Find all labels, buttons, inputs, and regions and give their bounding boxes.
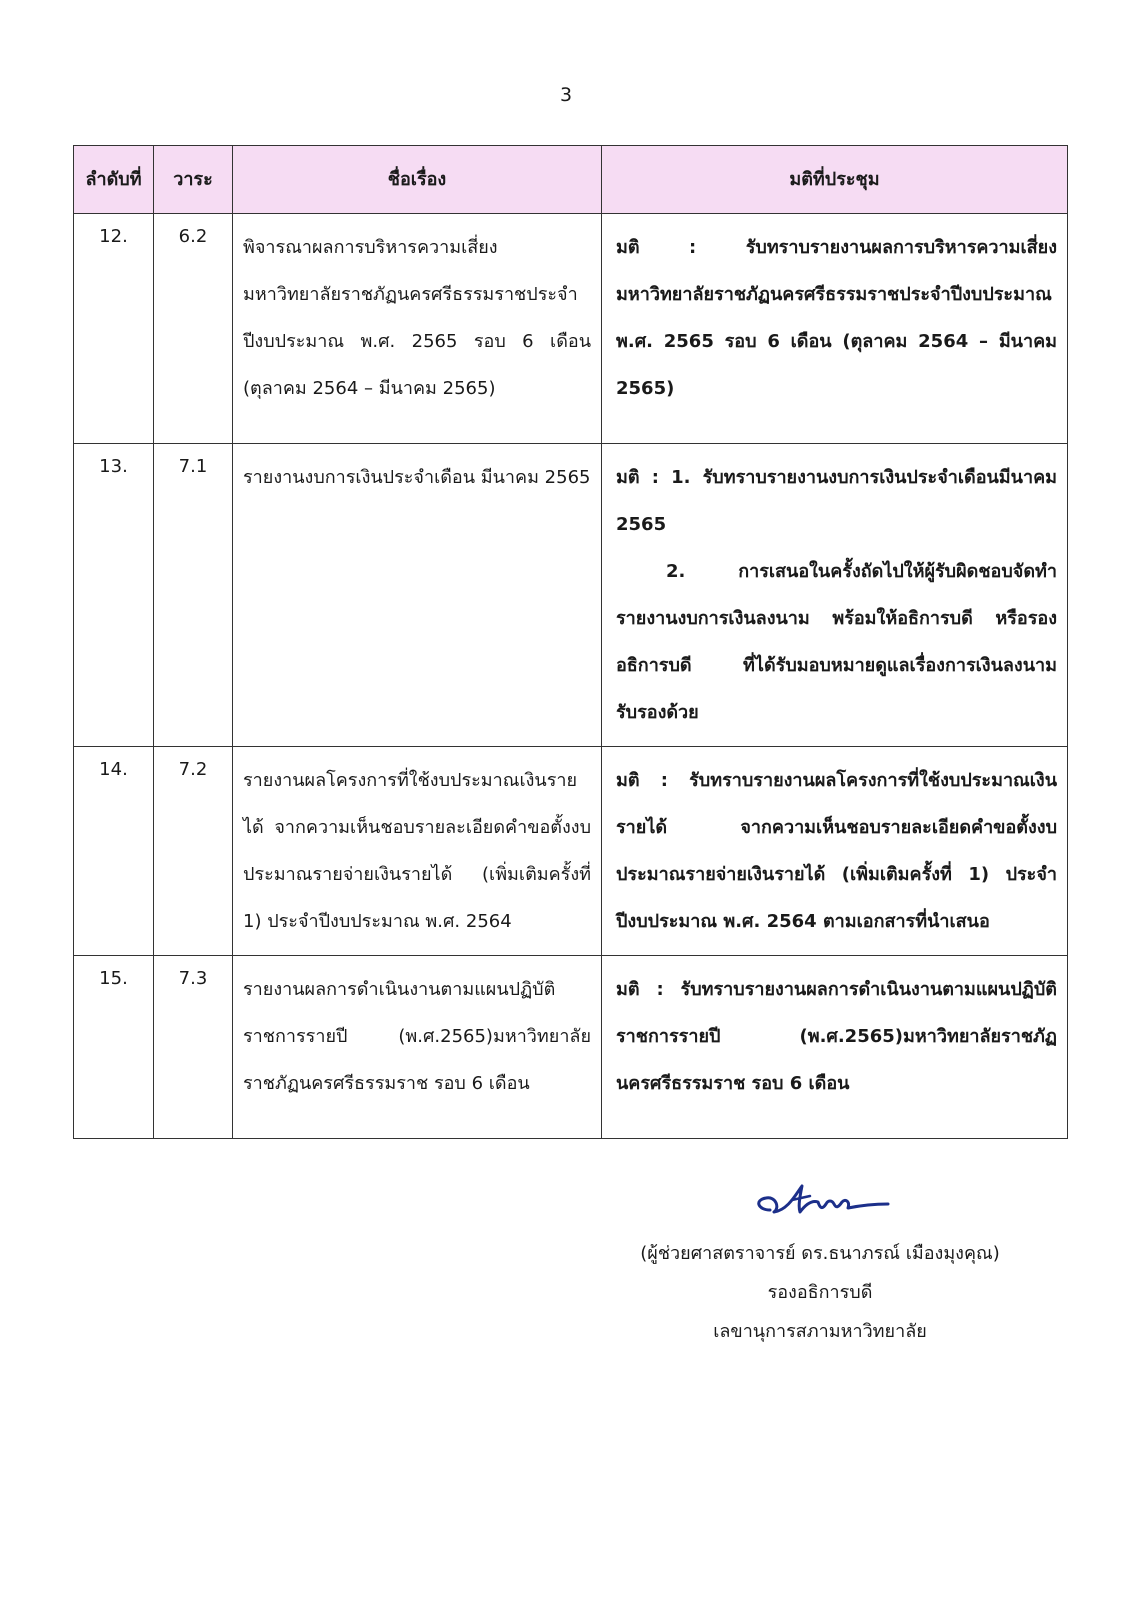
row-agenda: 6.2 [154, 214, 233, 444]
resolution-text: มติ : รับทราบรายงานผลการดำเนินงานตามแผนปฏิบัติราชการรายปี (พ.ศ.2565)มหาวิทยาลัยราชภัฏนครศรีธรรมราช รอบ 6 เดือน [616, 979, 1057, 1094]
row-no: 12. [74, 214, 154, 444]
table-header-row [74, 146, 1068, 214]
resolution-text: มติ : รับทราบรายงานผลการบริหารความเสี่ยงมหาวิทยาลัยราชภัฏนครศรีธรรมราชประจำปีงบประมาณ พ.ศ. 2565 รอบ 6 เดือน (ตุลาคม 2564 – มีนาคม 2565) [616, 237, 1057, 399]
row-resolution [602, 444, 1068, 747]
row-topic: รายงานงบการเงินประจำเดือน มีนาคม 2565 [233, 444, 602, 747]
table-row [74, 747, 1068, 956]
signature-block [560, 1180, 1080, 1351]
signatory-position-1: รองอธิการบดี [767, 1282, 873, 1303]
row-topic: พิจารณาผลการบริหารความเสี่ยงมหาวิทยาลัยราชภัฏนครศรีธรรมราชประจำปีงบประมาณ พ.ศ. 2565 รอบ 6 เดือน (ตุลาคม 2564 – มีนาคม 2565) [233, 214, 602, 444]
handwritten-signature-icon [740, 1180, 900, 1226]
header-no: ลำดับที่ [74, 146, 154, 214]
row-agenda: 7.3 [154, 956, 233, 1139]
row-no: 14. [74, 747, 154, 956]
resolution-text: มติ : 1. รับทราบรายงานงบการเงินประจำเดือนมีนาคม 2565 [616, 467, 1057, 535]
row-resolution [602, 214, 1068, 444]
row-topic: รายงานผลโครงการที่ใช้งบประมาณเงินรายได้ จากความเห็นชอบรายละเอียดคำขอตั้งงบประมาณรายจ่ายเงินรายได้ (เพิ่มเติมครั้งที่ 1) ประจำปีงบประมาณ พ.ศ. 2564 [233, 747, 602, 956]
header-agenda: วาระ [154, 146, 233, 214]
row-no: 13. [74, 444, 154, 747]
table-row [74, 214, 1068, 444]
row-no: 15. [74, 956, 154, 1139]
page-number: 3 [559, 84, 573, 106]
row-resolution [602, 747, 1068, 956]
table-row [74, 444, 1068, 747]
header-resolution: มติที่ประชุม [602, 146, 1068, 214]
signatory-position-2: เลขานุการสภามหาวิทยาลัย [713, 1321, 927, 1342]
header-topic: ชื่อเรื่อง [233, 146, 602, 214]
resolution-text: มติ : รับทราบรายงานผลโครงการที่ใช้งบประมาณเงินรายได้ จากความเห็นชอบรายละเอียดคำขอตั้งงบประมาณรายจ่ายเงินรายได้ (เพิ่มเติมครั้งที่ 1) ประจำปีงบประมาณ พ.ศ. 2564 ตามเอกสารที่นำเสนอ [616, 770, 1057, 932]
row-agenda: 7.2 [154, 747, 233, 956]
minutes-table [73, 145, 1068, 1139]
row-agenda: 7.1 [154, 444, 233, 747]
table-row [74, 956, 1068, 1139]
resolution-text-2: 2. การเสนอในครั้งถัดไปให้ผู้รับผิดชอบจัดทำรายงานงบการเงินลงนาม พร้อมให้อธิการบดี หรือรองอธิการบดี ที่ได้รับมอบหมายดูแลเรื่องการเงินลงนามรับรองด้วย [616, 561, 1057, 723]
signatory-name: (ผู้ช่วยศาสตราจารย์ ดร.ธนาภรณ์ เมืองมุงคุณ) [640, 1243, 1000, 1264]
row-resolution [602, 956, 1068, 1139]
row-topic: รายงานผลการดำเนินงานตามแผนปฏิบัติราชการรายปี (พ.ศ.2565)มหาวิทยาลัยราชภัฏนครศรีธรรมราช รอบ 6 เดือน [233, 956, 602, 1139]
